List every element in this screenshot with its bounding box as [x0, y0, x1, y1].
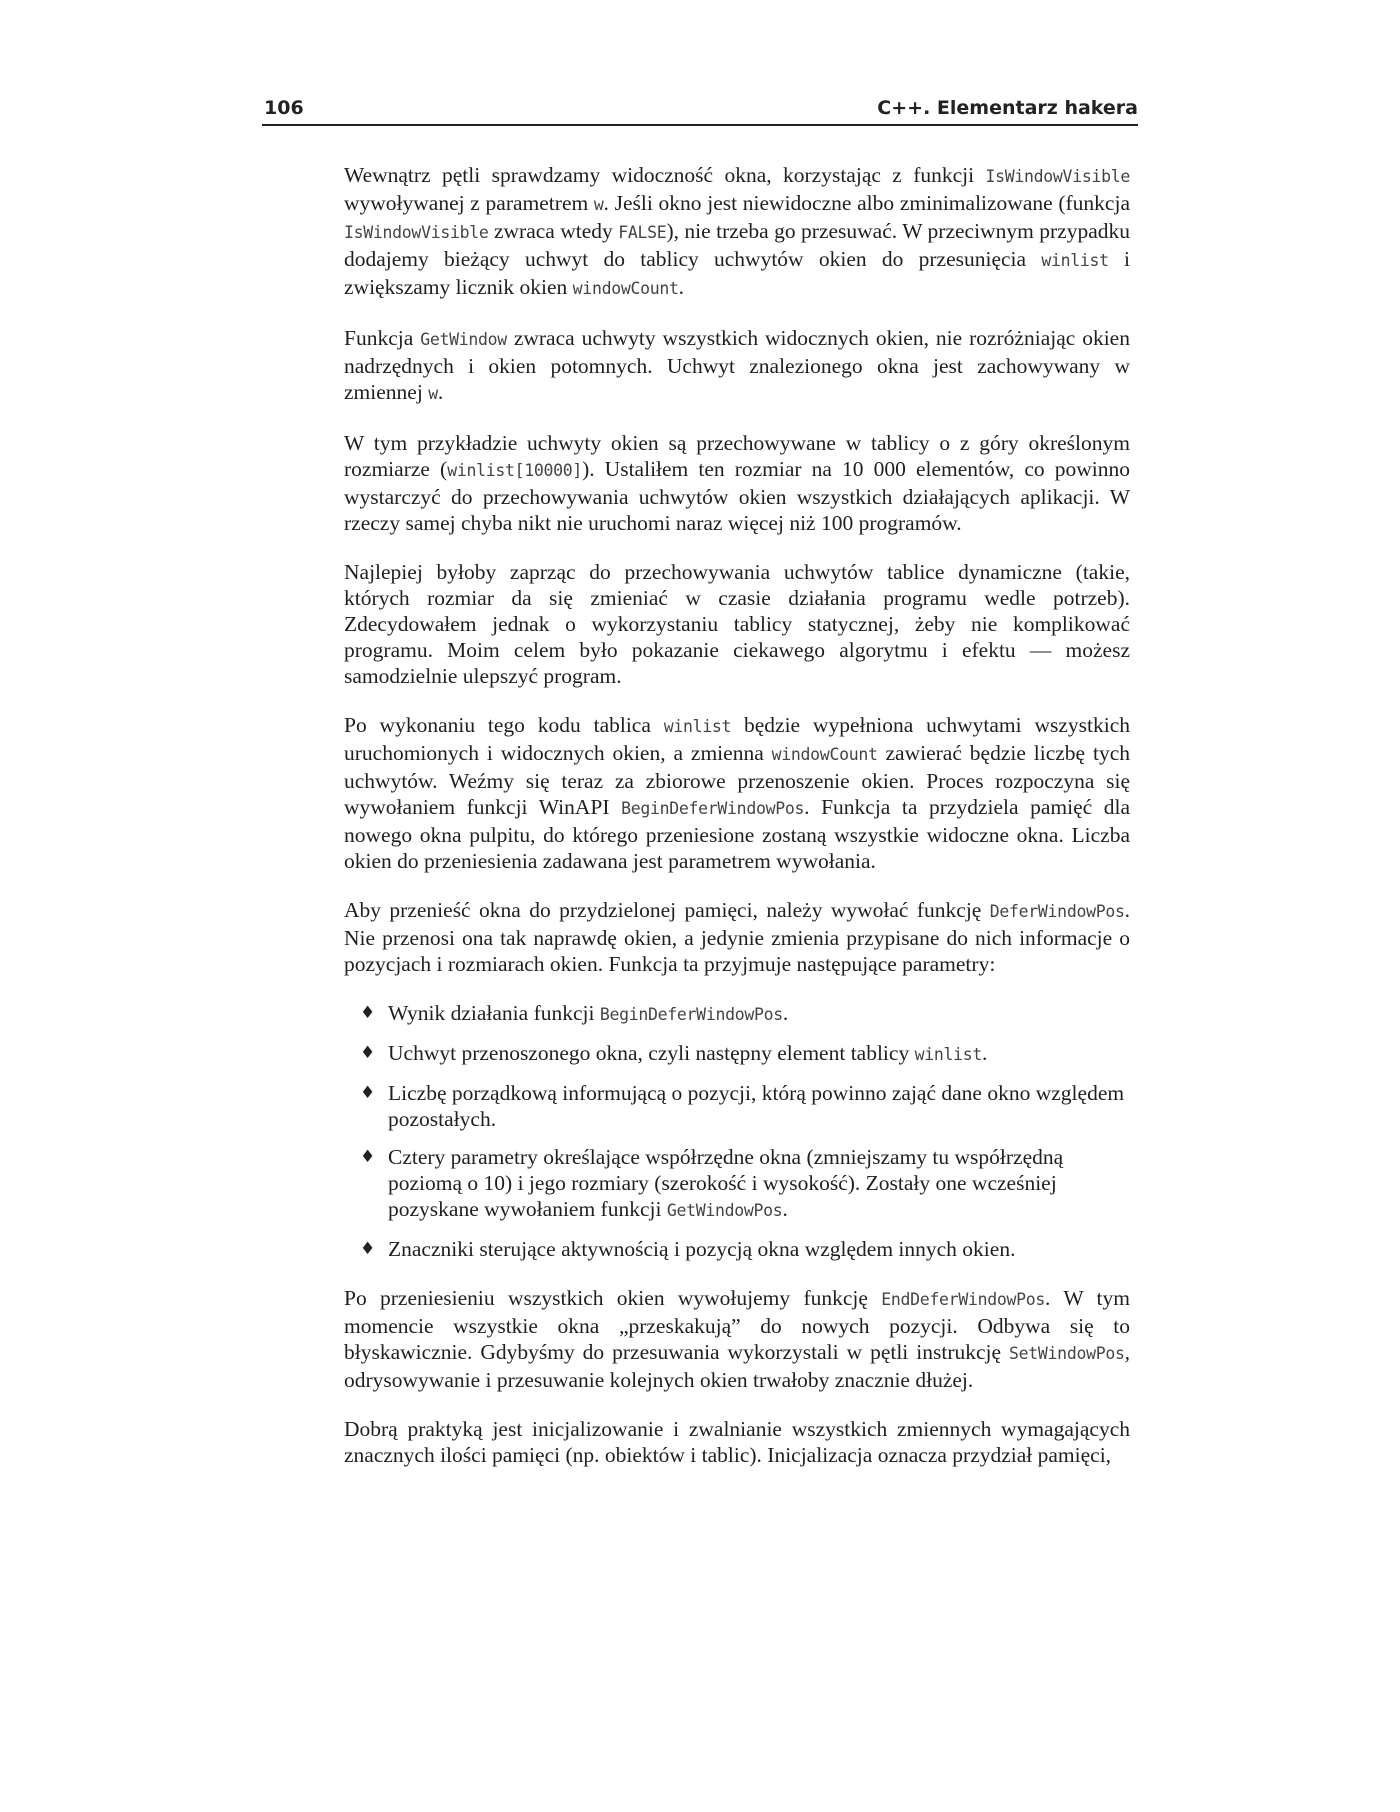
inline-code: winlist [1041, 251, 1109, 270]
parameter-list [344, 1000, 1130, 1262]
inline-code: GetWindow [420, 330, 507, 349]
text-run: zawierać będzie liczbę tych uchwytów. Weźmy się teraz za zbiorowe przenoszenie okien. Proces rozpoczyna się wywołaniem funkcji WinAPI [344, 741, 1130, 819]
inline-code: winlist [914, 1045, 983, 1064]
body-text [344, 162, 1130, 1491]
text-run: Cztery parametry określające współrzędne okna (zmniejszamy tu współrzędną poziomą o 10) i jego rozmiary (szerokość i wysokość). Zostały one wcześniej pozyskane wywołaniem funkcji [388, 1145, 1064, 1221]
inline-code: BeginDeferWindowPos [621, 799, 805, 818]
paragraph [344, 430, 1130, 536]
text-run: Aby przenieść okna do przydzielonej pamięci, należy wywołać funkcję [344, 898, 990, 922]
running-header [262, 97, 1138, 127]
book-title: C++. Elementarz hakera [877, 97, 1138, 119]
text-run: Dobrą praktyką jest inicjalizowanie i zwalnianie wszystkich zmiennych wymagających znacznych ilości pamięci (np. obiektów i tablic). Inicjalizacja oznacza przydział pamięci, [344, 1417, 1130, 1467]
text-run: ). Ustaliłem ten rozmiar na 10 000 elementów, co powinno wystarczyć do przechowywania uchwytów okien wszystkich działających aplikacji. W rzeczy samej chyba nikt nie uruchomi naraz więcej niż 100 programów. [344, 457, 1130, 535]
text-run: i zwiększamy licznik okien [344, 247, 1130, 299]
paragraph [344, 897, 1130, 977]
text-run: Wewnątrz pętli sprawdzamy widoczność okna, korzystając z funkcji [344, 163, 986, 187]
inline-code: IsWindowVisible [344, 223, 489, 242]
paragraph [344, 712, 1130, 874]
list-item [344, 1040, 1130, 1068]
inline-code: SetWindowPos [1009, 1344, 1125, 1363]
text-run: Po przeniesieniu wszystkich okien wywołujemy funkcję [344, 1286, 882, 1310]
text-run: W tym przykładzie uchwyty okien są przechowywane w tablicy o z góry określonym rozmiarze ( [344, 431, 1130, 481]
inline-code: GetWindowPos [666, 1201, 783, 1220]
text-run: . [437, 380, 444, 404]
text-run: ), nie trzeba go przesuwać. W przeciwnym przypadku dodajemy bieżący uchwyt do tablicy uchwytów okien do przesunięcia [344, 219, 1130, 271]
text-run: . [782, 1197, 788, 1221]
paragraph [344, 559, 1130, 689]
paragraph [344, 1285, 1130, 1393]
inline-code: windowCount [572, 279, 679, 298]
paragraph [344, 162, 1130, 302]
text-run: . Jeśli okno jest niewidoczne albo zminimalizowane (funkcja [603, 191, 1130, 215]
inline-code: winlist[10000] [447, 461, 583, 480]
diamond-bullet-icon: ♦ [360, 1147, 376, 1167]
text-run: . [782, 1001, 789, 1025]
text-run: Wynik działania funkcji [388, 1001, 600, 1025]
text-run: Liczbę porządkową informującą o pozycji, którą powinno zająć dane okno względem pozostałych. [388, 1081, 1125, 1131]
inline-code: EndDeferWindowPos [881, 1290, 1046, 1309]
text-run: wywoływanej z parametrem [344, 191, 594, 215]
text-run: . [982, 1041, 988, 1065]
list-item [344, 1080, 1130, 1132]
inline-code: winlist [663, 717, 732, 736]
inline-code: windowCount [771, 745, 878, 764]
paragraph [344, 325, 1130, 407]
list-item [344, 1144, 1130, 1224]
text-run: będzie wypełniona uchwytami wszystkich uruchomionych i widocznych okien, a zmienna [344, 713, 1130, 765]
diamond-bullet-icon: ♦ [360, 1083, 376, 1103]
diamond-bullet-icon: ♦ [360, 1003, 376, 1023]
page-number: 106 [264, 97, 304, 119]
list-item-text [388, 1041, 987, 1065]
header-rule [262, 124, 1138, 126]
text-run: Uchwyt przenoszonego okna, czyli następny element tablicy [388, 1041, 915, 1065]
text-run: , odrysowywanie i przesuwanie kolejnych okien trwałoby znacznie dłużej. [344, 1340, 1130, 1392]
inline-code: BeginDeferWindowPos [599, 1005, 783, 1024]
list-item [344, 1000, 1130, 1028]
paragraph [344, 1416, 1130, 1468]
list-item-text [388, 1237, 1015, 1261]
text-run: zwraca uchwyty wszystkich widocznych okien, nie rozróżniając okien nadrzędnych i okien potomnych. Uchwyt znalezionego okna jest zachowywany w zmiennej [344, 326, 1130, 404]
diamond-bullet-icon: ♦ [360, 1239, 376, 1259]
text-run: Funkcja [344, 326, 421, 350]
inline-code: w [593, 195, 604, 214]
list-item-text [388, 1001, 788, 1025]
list-item [344, 1236, 1130, 1262]
text-run: . Funkcja ta przydziela pamięć dla nowego okna pulpitu, do którego przeniesione zostaną wszystkie widoczne okna. Liczba okien do przeniesienia zadawana jest parametrem wywołania. [344, 795, 1130, 873]
inline-code: FALSE [618, 223, 667, 242]
list-item-text [388, 1081, 1124, 1131]
text-run: . [678, 275, 685, 299]
inline-code: IsWindowVisible [985, 167, 1130, 186]
text-run: Najlepiej byłoby zaprząc do przechowywania uchwytów tablice dynamiczne (takie, których rozmiar da się zmieniać w czasie działania programu wedle potrzeb). Zdecydowałem jednak o wykorzystaniu tablicy statycznej, żeby nie komplikować programu. Moim celem było pokazanie ciekawego algorytmu i efektu — możesz samodzielnie ulepszyć program. [344, 560, 1130, 688]
text-run: . Nie przenosi ona tak naprawdę okien, a jedynie zmienia przypisane do nich informacje o pozycjach i rozmiarach okien. Funkcja ta przyjmuje następujące parametry: [344, 898, 1130, 976]
text-run: zwraca wtedy [488, 219, 619, 243]
inline-code: DeferWindowPos [989, 902, 1125, 921]
text-run: Znaczniki sterujące aktywnością i pozycją okna względem innych okien. [388, 1237, 1016, 1261]
text-run: Po wykonaniu tego kodu tablica [344, 713, 664, 737]
list-item-text [388, 1145, 1063, 1221]
inline-code: w [428, 384, 438, 403]
text-run: . W tym momencie wszystkie okna „przeskakują” do nowych pozycji. Odbywa się to błyskawicznie. Gdybyśmy do przesuwania wykorzystali w pętli instrukcję [344, 1286, 1130, 1364]
diamond-bullet-icon: ♦ [360, 1043, 376, 1063]
